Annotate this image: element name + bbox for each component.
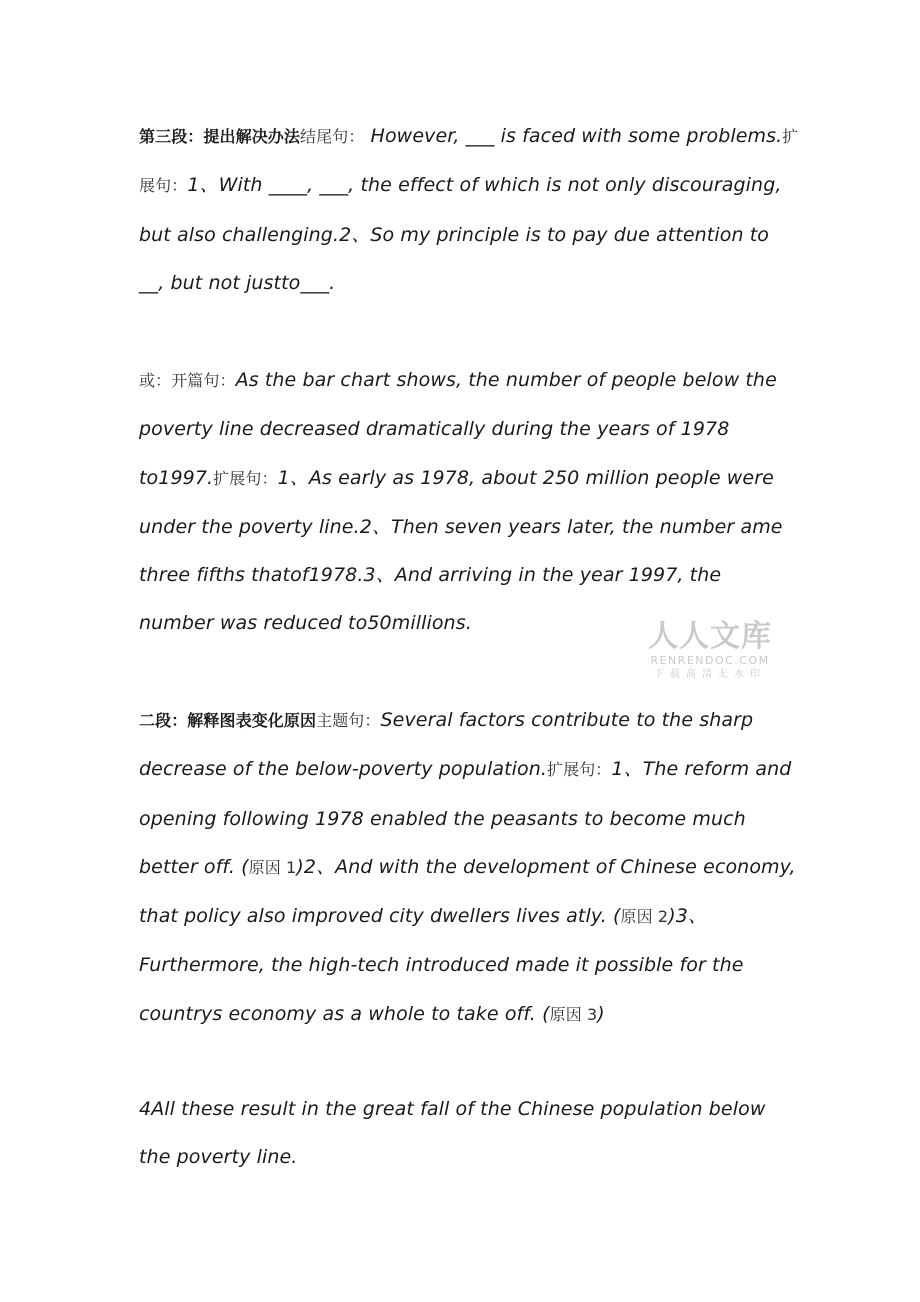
label-or: 或： — [139, 371, 172, 390]
label-extension: 扩展句： — [213, 468, 278, 488]
label-topic: 主题句： — [316, 711, 381, 730]
paragraph-text: 1、As early as 1978, about 250 million people were under the poverty line.2、Then seven years later, the number ame three fifths thatof1978.3、And arriving in the year 1997, the number was reduced to50millions. — [139, 466, 783, 635]
label-extension: 扩展句： — [547, 760, 612, 780]
reason-label: 原因 1 — [248, 857, 297, 877]
section-heading: 第三段：提出解决办法 — [139, 127, 301, 146]
watermark-domain: RENRENDOC.COM — [650, 654, 770, 667]
paragraph-solution — [139, 112, 799, 307]
paragraph-text: )2、And with the development of Chinese economy, that policy also improved city dwellers lives atly. ( — [139, 855, 796, 928]
watermark-logo — [645, 620, 775, 682]
paragraph-text: 1、With ____, ___, the effect of which is not only discouraging, but also challenging.2、So my principle is to pay due attention to __, but not justto___. — [139, 174, 782, 294]
reason-label: 原因 3 — [549, 1004, 598, 1024]
paragraph-text: As the bar chart shows, the number of people below the poverty line decreased dramatically during the years of 1978 to1997. — [139, 369, 777, 489]
paragraph-summary — [139, 1085, 799, 1182]
paragraph-text: However, ___ is faced with some problems. — [364, 125, 783, 147]
paragraph-text: )3、Furthermore, the high-tech introduced made it possible for the countrys economy as a whole to take off. ( — [139, 905, 744, 1025]
label-opening: 开篇句： — [171, 371, 236, 390]
watermark-slogan: 下载高清无水印 — [654, 669, 766, 680]
paragraph-text: 4All these result in the great fall of the Chinese population below the poverty line. — [139, 1098, 766, 1169]
paragraph-text: ) — [597, 1002, 605, 1025]
paragraph-text: Several factors contribute to the sharp decrease of the below-poverty population. — [139, 709, 754, 781]
reason-label: 原因 2 — [620, 907, 669, 927]
section-heading: 二段：解释图表变化原因 — [139, 711, 317, 730]
label-extension: 扩展句： — [139, 127, 799, 196]
label-conclusion: 结尾句： — [300, 127, 365, 146]
paragraph-reasons — [139, 696, 799, 1039]
watermark-brand: 人人文库 — [648, 619, 772, 654]
paragraph-chart-description — [139, 356, 799, 648]
paragraph-text: 1、The reform and opening following 1978 enabled the peasants to become much better off. ( — [139, 758, 792, 878]
